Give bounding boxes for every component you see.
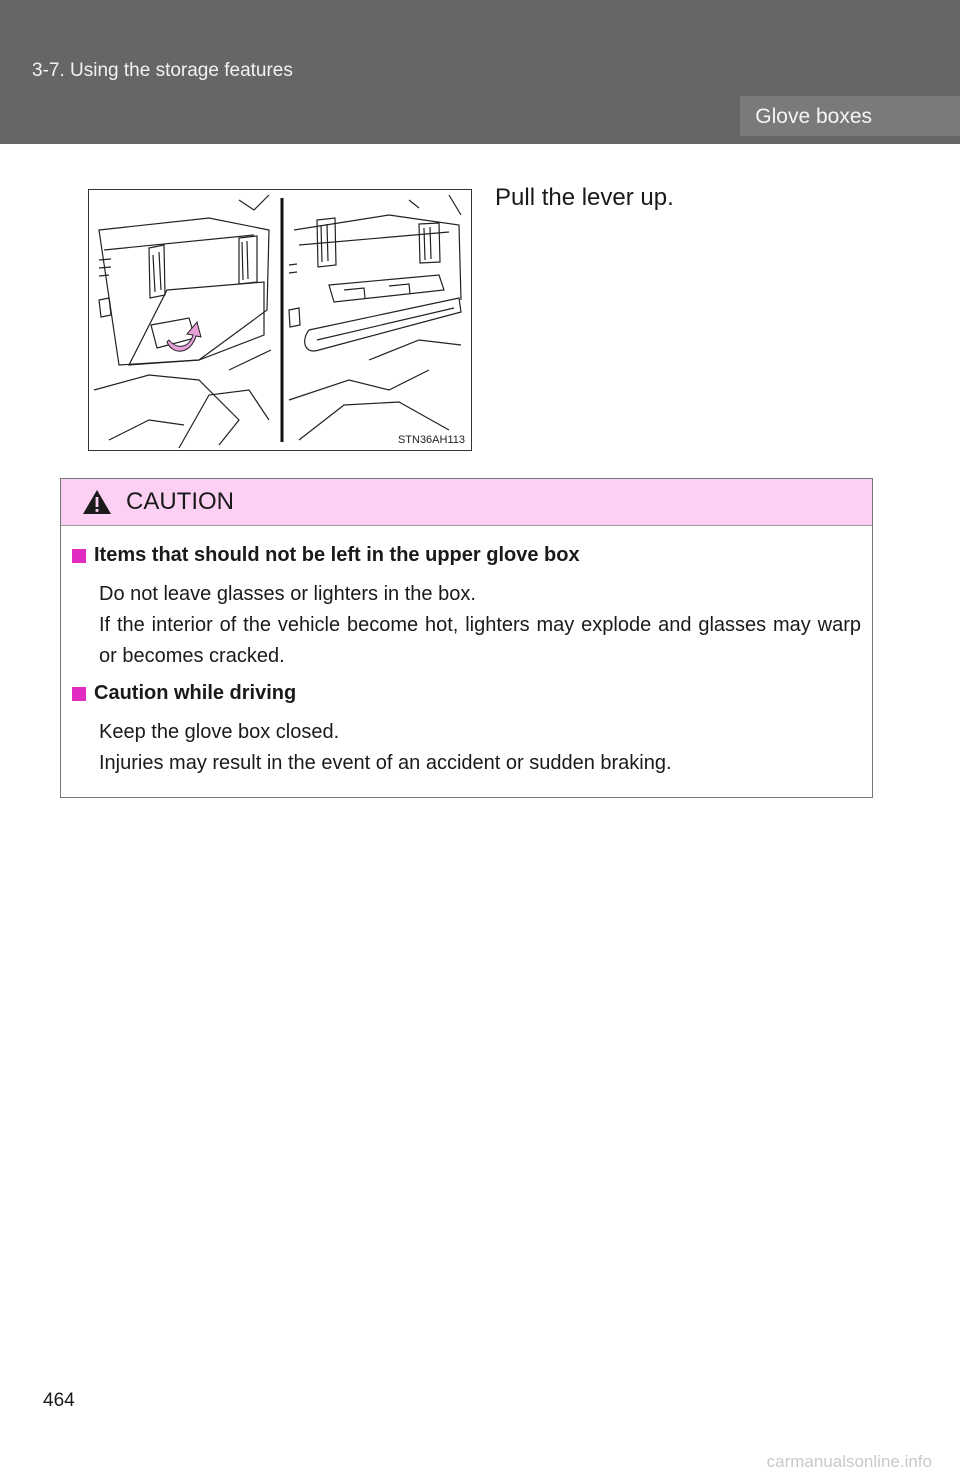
instruction-text: Pull the lever up. <box>495 184 674 211</box>
caution-item-text <box>99 717 861 779</box>
caution-line: Injuries may result in the event of an accident or sudden braking. <box>99 752 672 774</box>
caution-line: If the interior of the vehicle become hot, lighters may explode and glasses may warp or becomes cracked. <box>99 614 861 667</box>
caution-header <box>61 479 872 526</box>
caution-title: CAUTION <box>126 488 234 515</box>
caution-line: Do not leave glasses or lighters in the box. <box>99 583 476 605</box>
caution-item-text <box>99 579 861 672</box>
square-bullet-icon <box>72 687 86 701</box>
caution-item-heading <box>72 544 861 567</box>
warning-triangle-icon <box>82 489 112 515</box>
caution-item-heading-text: Items that should not be left in the upper glove box <box>94 544 580 566</box>
caution-body <box>61 526 872 779</box>
caution-item-heading-text: Caution while driving <box>94 682 297 704</box>
caution-line: Keep the glove box closed. <box>99 721 340 743</box>
page-header <box>0 0 960 144</box>
caution-item-heading <box>72 682 861 705</box>
topic-title: Glove boxes <box>755 105 872 128</box>
glove-box-drawing <box>89 190 471 450</box>
caution-box <box>60 478 873 798</box>
glove-box-illustration <box>88 189 472 451</box>
figure-code: STN36AH113 <box>397 434 465 446</box>
square-bullet-icon <box>72 549 86 563</box>
page-number: 464 <box>43 1390 75 1411</box>
watermark-link[interactable]: carmanualsonline.info <box>766 1452 932 1471</box>
section-title: 3-7. Using the storage features <box>32 60 293 81</box>
